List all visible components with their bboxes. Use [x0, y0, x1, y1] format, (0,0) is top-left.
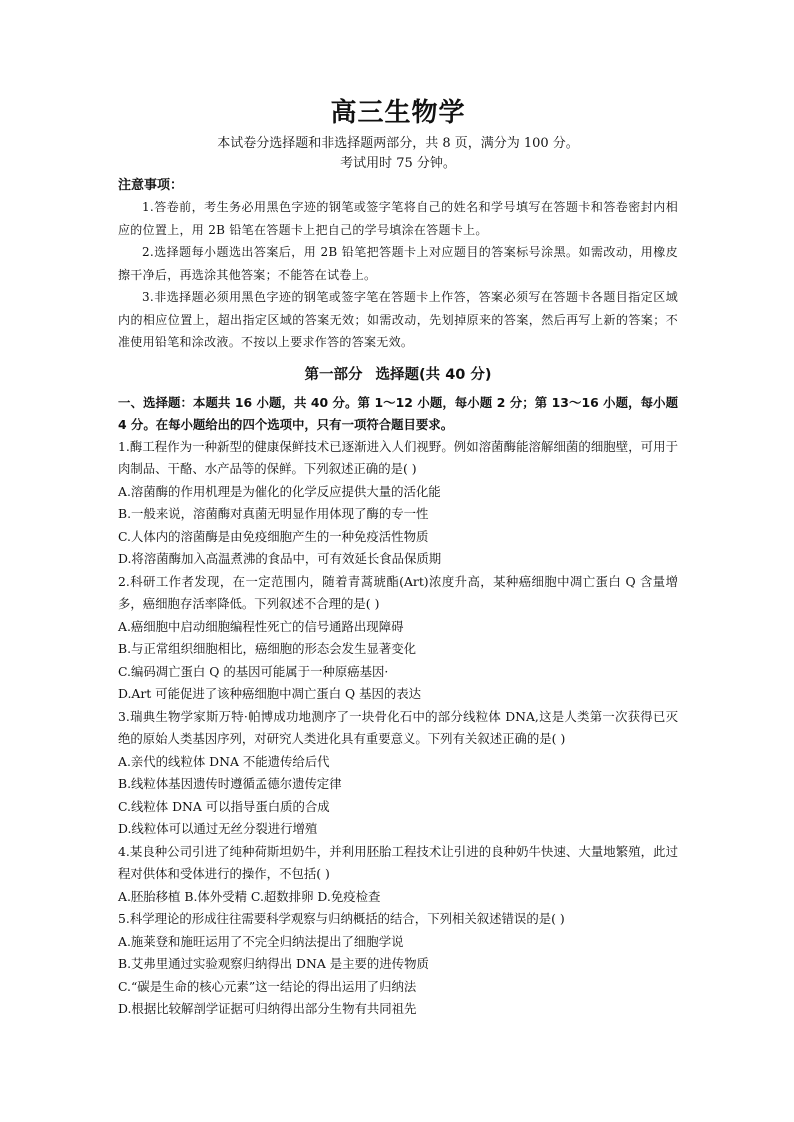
question-stem: 3.瑞典生物学家斯万特·帕博成功地测序了一块骨化石中的部分线粒体 DNA,这是人类第一次获得已灭绝的原始人类基因序列，对研究人类进化具有重要意义。下列有关叙述正确的是( ) — [118, 708, 678, 746]
option: D.将溶菌酶加入高温煮沸的食品中，可有效延长食品保质期 — [118, 551, 442, 566]
question-stem: 1.酶工程作为一种新型的健康保鲜技术已逐渐进入人们视野。例如溶菌酶能溶解细菌的细胞壁，可用于肉制品、干酪、水产品等的保鲜。下列叙述正确的是( ) — [118, 438, 678, 476]
option: B.线粒体基因遗传时遵循孟德尔遗传定律 — [118, 776, 342, 791]
option: B.艾弗里通过实验观察归纳得出 DNA 是主要的进传物质 — [118, 956, 429, 971]
option: B.与正常组织细胞相比，癌细胞的形态会发生显著变化 — [118, 641, 417, 656]
option: C.线粒体 DNA 可以指导蛋白质的合成 — [118, 798, 330, 814]
question-stem: 4.某良种公司引进了纯种荷斯坦奶牛，并利用胚胎工程技术让引进的良种奶牛快速、大量地繁殖，此过程对供体和受体进行的操作，不包括( ) — [118, 843, 678, 881]
exam-title: 高三生物学 — [330, 98, 466, 128]
notice-heading: 注意事项： — [118, 178, 184, 193]
option: C.“碳是生命的核心元素”这一结论的得出运用了归纳法 — [118, 978, 417, 994]
option: A.癌细胞中启动细胞编程性死亡的信号通路出现障碍 — [118, 618, 404, 634]
option: A.溶菌酶的作用机理是为催化的化学反应提供大量的活化能 — [118, 483, 441, 499]
exam-info-line-2: 考试用时 75 分钟。 — [340, 156, 456, 171]
question-3 — [118, 706, 678, 841]
question-5 — [118, 908, 678, 1021]
section-instructions: 一、选择题：本题共 16 小题，共 40 分。第 1～12 小题，每小题 2 分；第 13～16 小题，每小题 4 分。在每小题给出的四个选项中，只有一项符合题目要求。 — [118, 394, 678, 432]
option: A.施莱登和施旺运用了不完全归纳法提出了细胞学说 — [118, 933, 404, 949]
question-4 — [118, 841, 678, 909]
exam-info-line-1: 本试卷分选择题和非选择题两部分，共 8 页，满分为 100 分。 — [217, 136, 579, 151]
part-title: 选择题(共 40 分) — [375, 366, 492, 383]
part-label: 第一部分 — [304, 366, 363, 383]
notice-item-3: 3.非选择题必须用黑色字迹的钢笔或签字笔在答题卡上作答，答案必须写在答题卡各题目指定区域内的相应位置上，超出指定区域的答案无效；如需改动，先划掉原来的答案，然后再写上新的答案；不准使用铅笔和涂改液。不按以上要求作答的答案无效。 — [118, 290, 678, 349]
option: B.一般来说，溶菌酶对真菌无明显作用体现了酶的专一性 — [118, 506, 429, 521]
part-heading — [118, 364, 678, 386]
question-2 — [118, 571, 678, 706]
question-stem: 2.科研工作者发现，在一定范围内，随着青蒿琥酯(Art)浓度升高，某种癌细胞中凋亡蛋白 Q 含量增多，癌细胞存活率降低。下列叙述不合理的是( ) — [118, 573, 678, 611]
question-1 — [118, 436, 678, 571]
option: A.亲代的线粒体 DNA 不能遗传给后代 — [118, 753, 330, 769]
option: D.线粒体可以通过无丝分裂进行增殖 — [118, 821, 318, 836]
question-stem: 5.科学理论的形成往往需要科学观察与归纳概括的结合，下列相关叙述错误的是( ) — [118, 911, 565, 926]
option: A.胚胎移植 B.体外受精 C.超数排卵 D.免疫检查 — [118, 888, 381, 904]
option: C.人体内的溶菌酶是由免疫细胞产生的一种免疫活性物质 — [118, 528, 429, 544]
option: D.Art 可能促进了该种癌细胞中凋亡蛋白 Q 基因的表达 — [118, 686, 422, 701]
option: D.根据比较解剖学证据可归纳得出部分生物有共同祖先 — [118, 1001, 417, 1016]
exam-page — [118, 96, 678, 1021]
option: C.编码凋亡蛋白 Q 的基因可能属于一种原癌基因· — [118, 663, 389, 679]
notice-item-1: 1.答卷前，考生务必用黑色字迹的钢笔或签字笔将自己的姓名和学号填写在答题卡和答卷密封内相应的位置上，用 2B 铅笔在答题卡上把自己的学号填涂在答题卡上。 — [118, 200, 678, 237]
notice-item-2: 2.选择题每小题选出答案后，用 2B 铅笔把答题卡上对应题目的答案标号涂黑。如需改动，用橡皮擦干净后，再选涂其他答案；不能答在试卷上。 — [118, 245, 678, 282]
